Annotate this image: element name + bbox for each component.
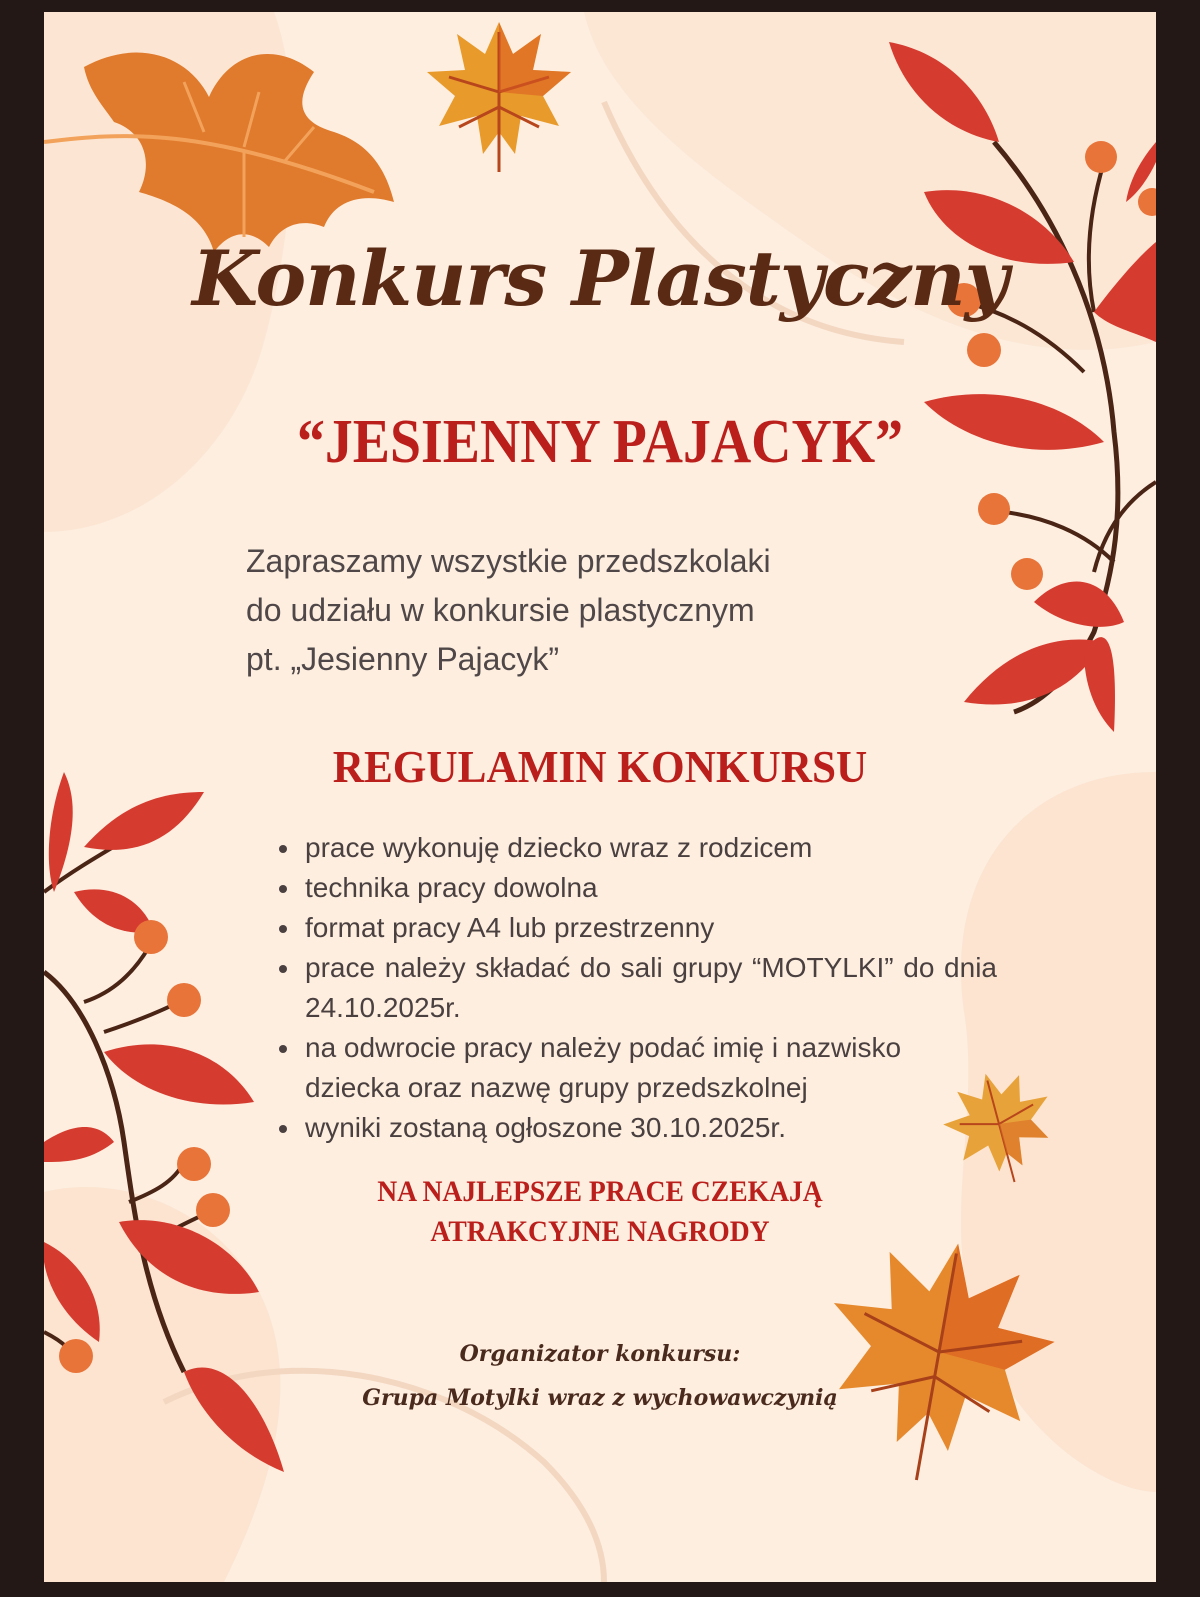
maple-leaf-icon	[427, 22, 571, 172]
invitation-line: do udziału w konkursie plastycznym	[246, 592, 755, 628]
invitation-text	[246, 537, 966, 684]
rule-item: format pracy A4 lub przestrzenny	[279, 908, 997, 948]
poster	[44, 12, 1156, 1582]
rule-item: wyniki zostaną ogłoszone 30.10.2025r.	[279, 1108, 997, 1148]
rule-item: prace wykonuję dziecko wraz z rodzicem	[279, 828, 997, 868]
prize-announcement	[88, 1172, 1111, 1252]
invitation-line: pt. „Jesienny Pajacyk”	[246, 641, 560, 677]
invitation-line: Zapraszamy wszystkie przedszkolaki	[246, 543, 771, 579]
rules-list	[279, 828, 997, 1148]
rules-heading: REGULAMIN KONKURSU	[332, 741, 868, 792]
prize-line: NA NAJLEPSZE PRACE CZEKAJĄ	[377, 1175, 823, 1208]
rule-item: prace należy składać do sali grupy “MOTYLKI” do dnia 24.10.2025r.	[279, 948, 997, 1028]
contest-name: “JESIENNY PAJACYK”	[296, 408, 904, 476]
organizer-name: Grupa Motylki wraz z wychowawczynią	[362, 1385, 838, 1411]
prize-line: ATRAKCYJNE NAGRODY	[430, 1215, 770, 1248]
rule-item: technika pracy dowolna	[279, 868, 997, 908]
rule-item: na odwrocie pracy należy podać imię i nazwisko dziecka oraz nazwę grupy przedszkolnej	[279, 1028, 997, 1108]
poster-title: Konkurs Plastyczny	[192, 234, 1008, 323]
organizer-info	[44, 1332, 1156, 1420]
organizer-label: Organizator konkursu:	[459, 1341, 741, 1367]
